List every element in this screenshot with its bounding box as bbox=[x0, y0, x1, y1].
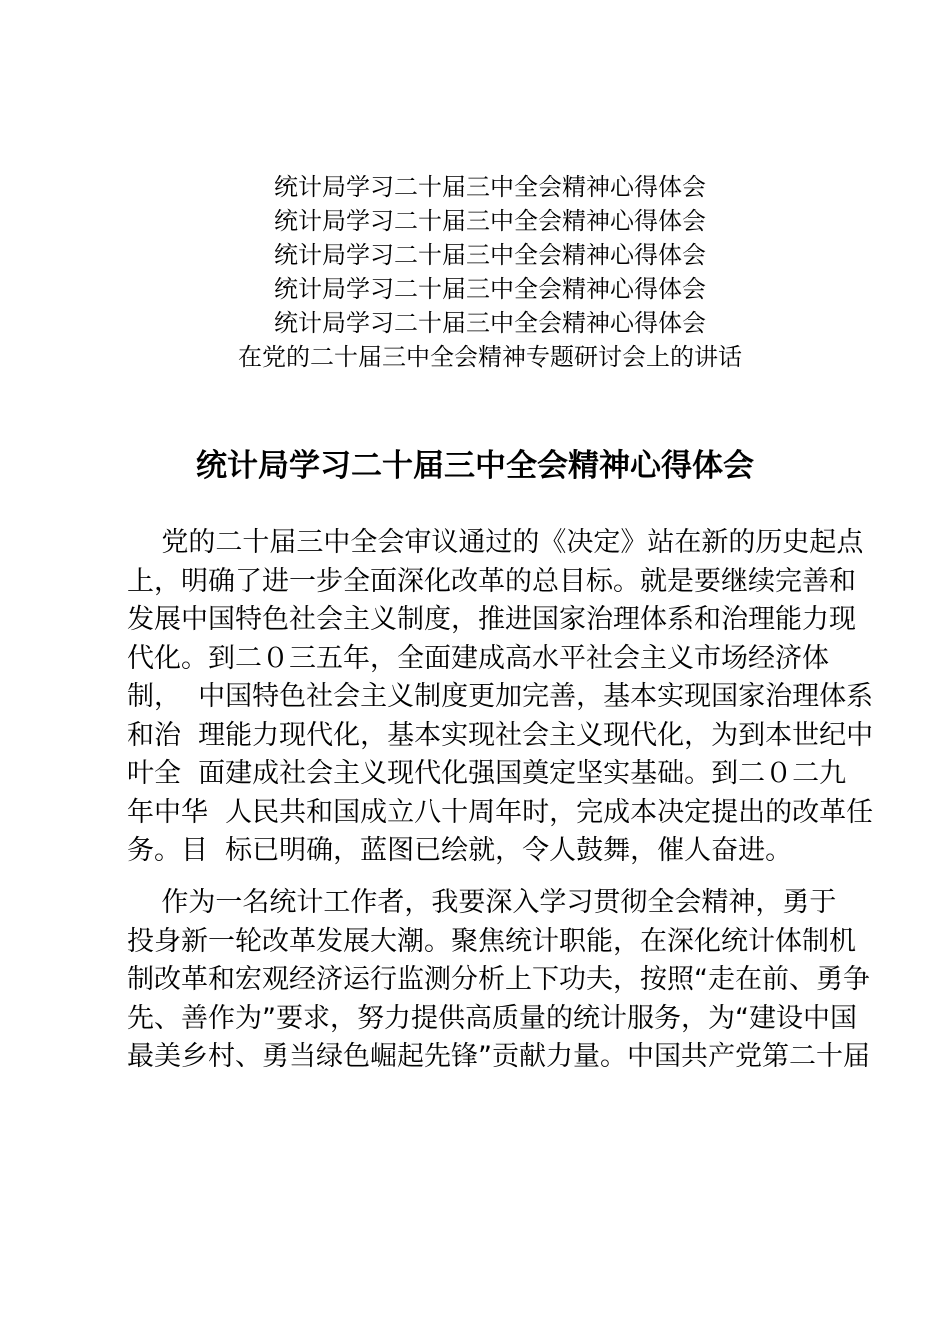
paragraph-line: 和治 理能力现代化，基本实现社会主义现代化，为到本世纪中 bbox=[127, 719, 874, 751]
body-paragraph bbox=[127, 524, 874, 871]
toc-item: 在党的二十届三中全会精神专题研讨会上的讲话 bbox=[238, 343, 742, 371]
paragraph-line: 党的二十届三中全会审议通过的《决定》站在新的历史起点 bbox=[127, 527, 864, 558]
body-paragraph bbox=[127, 884, 870, 1077]
paragraph-line: 发展中国特色社会主义制度，推进国家治理体系和治理能力现 bbox=[127, 604, 856, 635]
paragraph-line: 年中华 人民共和国成立八十周年时，完成本决定提出的改革任 bbox=[127, 796, 874, 828]
toc-item: 统计局学习二十届三中全会精神心得体会 bbox=[274, 309, 706, 337]
paragraph-line: 叶全 面建成社会主义现代化强国奠定坚实基础。到二０二九 bbox=[127, 758, 847, 789]
toc-item: 统计局学习二十届三中全会精神心得体会 bbox=[274, 275, 706, 303]
table-of-contents bbox=[0, 170, 950, 374]
paragraph-line: 最美乡村、勇当绿色崛起先锋”贡献力量。中国共产党第二十届 bbox=[127, 1041, 870, 1072]
paragraph-line: 制改革和宏观经济运行监测分析上下功夫，按照“走在前、勇争 bbox=[127, 964, 870, 995]
toc-item: 统计局学习二十届三中全会精神心得体会 bbox=[274, 241, 706, 269]
paragraph-line: 投身新一轮改革发展大潮。聚焦统计职能，在深化统计体制机 bbox=[127, 925, 856, 957]
document-title: 统计局学习二十届三中全会精神心得体会 bbox=[196, 448, 754, 484]
toc-item: 统计局学习二十届三中全会精神心得体会 bbox=[274, 207, 706, 235]
paragraph-line: 先、善作为”要求，努力提供高质量的统计服务，为“建设中国 bbox=[127, 1002, 857, 1034]
toc-item: 统计局学习二十届三中全会精神心得体会 bbox=[274, 173, 706, 201]
paragraph-line: 代化。到二０三五年，全面建成高水平社会主义市场经济体 bbox=[127, 642, 829, 674]
paragraph-line: 制， 中国特色社会主义制度更加完善，基本实现国家治理体系 bbox=[127, 681, 874, 712]
paragraph-line: 作为一名统计工作者，我要深入学习贯彻全会精神，勇于 bbox=[127, 887, 837, 918]
paragraph-line: 务。目 标已明确，蓝图已绘就，令人鼓舞，催人奋进。 bbox=[127, 835, 793, 866]
paragraph-line: 上，明确了进一步全面深化改革的总目标。就是要继续完善和 bbox=[127, 565, 856, 597]
